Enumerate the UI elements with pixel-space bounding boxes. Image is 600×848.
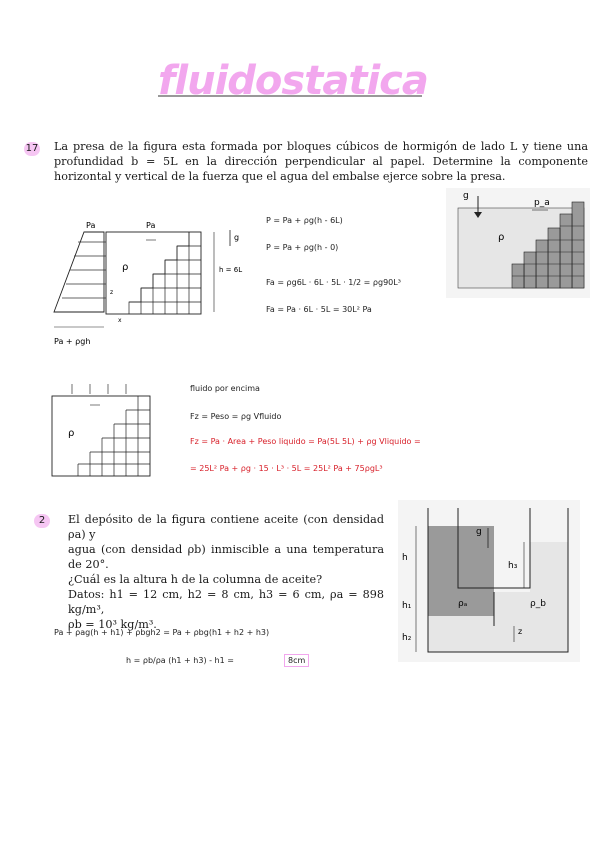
p2-line1: El depósito de la figura contiene aceite (con densidad ρa) y: [68, 513, 384, 541]
sketch-bottom-label: Pa + ρgh: [54, 337, 91, 346]
problem2-number-badge: 2: [34, 514, 50, 528]
p2-line5: ρb = 10³ kg/m³.: [68, 618, 157, 631]
p2-line4: Datos: h1 = 12 cm, h2 = 8 cm, h3 = 6 cm, ρa = 898 kg/m³,: [68, 588, 384, 616]
vertical-title: fluido por encima: [190, 384, 260, 393]
eq-fa1: Fa = ρg6L · 6L · 5L · 1/2 = ρg90L³: [266, 278, 401, 287]
sketch-pa-left: Pa: [86, 221, 96, 230]
horizontal-force-sketch: [44, 212, 254, 352]
eq-fz2: Fz = Pa · Area + Peso liquido = Pa(5L 5L) + ρg Vliquido =: [190, 437, 421, 446]
page-title: [140, 50, 440, 120]
problem1-statement: La presa de la figura esta formada por bloques cúbicos de hormigón de lado L y tiene una profundidad b = 5L en la dirección perpendicular al papel. Determine la componente horizontal y vertical de la fuerza que el agua del embalse ejerce sobre la presa.: [54, 140, 588, 183]
p2-eq2: h = ρb/ρa (h1 + h3) - h1 =: [126, 656, 234, 665]
problem2-statement: [68, 512, 384, 632]
p2-line3: ¿Cuál es la altura h de la columna de aceite?: [68, 573, 323, 586]
fig2-rho-a: ρₐ: [458, 599, 468, 609]
sketch-x: x: [118, 317, 122, 324]
fig-rho-label: ρ: [498, 232, 505, 243]
vsketch-rho: ρ: [68, 428, 75, 439]
sketch-g: g: [234, 233, 240, 242]
p2-line2: agua (con densidad ρb) inmiscible a una temperatura de 20°.: [68, 543, 384, 571]
eq-fa2: Fa = Pa · 6L · 5L = 30L² Pa: [266, 305, 372, 314]
dam-figure: [446, 188, 590, 298]
fig-pa-label: p_a: [534, 198, 550, 208]
vertical-force-sketch: [46, 380, 158, 480]
fig2-h3: h₃: [508, 561, 518, 571]
sketch-h: h = 6L: [219, 266, 243, 274]
sketch-rho: ρ: [122, 262, 129, 273]
p2-answer-box: 8cm: [284, 654, 309, 667]
fig2-g: g: [476, 527, 482, 537]
sketch-pa-top: Pa: [146, 221, 156, 230]
fig-g-label: g: [463, 191, 469, 201]
title-text: fluidostatica: [158, 58, 428, 104]
title-underline: [140, 50, 440, 120]
fig2-h1: h₁: [402, 601, 412, 611]
eq-fz1: Fz = Peso = ρg Vfluido: [190, 412, 282, 421]
problem-number-badge: 17: [25, 143, 39, 154]
eq-p1: P = Pa + ρg(h - 6L): [266, 216, 343, 225]
fig2-h: h: [402, 553, 408, 563]
tank-figure: [398, 500, 580, 662]
fig2-h2: h₂: [402, 633, 412, 643]
eq-p2: P = Pa + ρg(h - 0): [266, 243, 339, 252]
fig2-rho-b: ρ_b: [530, 599, 546, 609]
sketch-z: z: [110, 289, 114, 296]
fig2-z: z: [518, 627, 523, 636]
eq-fz3: = 25L² Pa + ρg · 15 · L³ · 5L = 25L² Pa + 75ρgL³: [190, 464, 383, 473]
p2-eq1: Pa + ρag(h + h1) + ρbgh2 = Pa + ρbg(h1 + h2 + h3): [54, 628, 270, 637]
